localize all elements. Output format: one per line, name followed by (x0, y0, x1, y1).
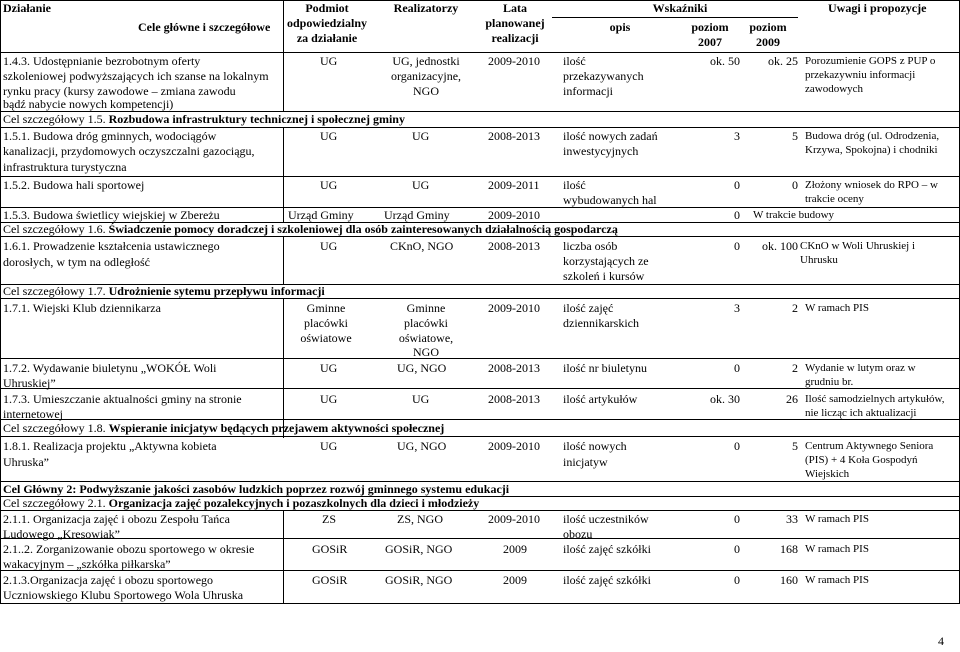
row-151-dzialanie: kanalizacji, przydomowych oczyszczalni gazociągu, (3, 144, 255, 158)
row-151-uwagi: Budowa dróg (ul. Odrodzenia, (805, 130, 940, 142)
row-211-podmiot: ZS (322, 512, 337, 526)
row-143-opis: przekazywanych (563, 69, 644, 83)
row-152-poziom-2009: 0 (792, 178, 798, 192)
header-opis: opis (609, 20, 631, 34)
row-152-opis: wybudowanych hal (563, 193, 657, 207)
row-143-dzialanie: 1.4.3. Udostępnianie bezrobotnym oferty (3, 54, 201, 68)
row-212-dzialanie: wakacyjnym – „szkółka piłkarska” (3, 557, 171, 571)
row-152-lata: 2009-2011 (488, 178, 540, 192)
header-podmiot: Podmiot (305, 1, 349, 15)
row-161-uwagi: Uhrusku (800, 254, 838, 266)
row-161-lata: 2008-2013 (488, 239, 540, 253)
row-161-opis: szkoleń i kursów (563, 269, 645, 283)
goal-1-7-text: Udrożnienie sytemu przepływu informacji (108, 284, 325, 298)
goal-1-8-text: Wspieranie inicjatyw będących przejawem aktywności społecznej (108, 421, 445, 435)
goal-1-7-prefix: Cel szczegółowy 1.7. (3, 284, 106, 298)
row-divider (0, 358, 960, 359)
row-172-uwagi: grudniu br. (805, 376, 854, 388)
row-211-lata: 2009-2010 (488, 512, 540, 526)
row-151-realizatorzy: UG (412, 129, 430, 143)
header-poziom-2009: 2009 (756, 35, 780, 49)
row-211-dzialanie: 2.1.1. Organizacja zajęć i obozu Zespołu Tańca (3, 512, 230, 526)
row-171-realizatorzy: placówki (404, 316, 448, 330)
row-143-poziom-2009: ok. 25 (768, 54, 798, 68)
row-161-opis: liczba osób (563, 239, 618, 253)
row-171-realizatorzy: oświatowe, (398, 331, 454, 345)
row-181-opis: ilość nowych (563, 439, 627, 453)
row-181-uwagi: Centrum Aktywnego Seniora (805, 440, 934, 452)
row-173-poziom-2007: ok. 30 (710, 392, 740, 406)
row-171-opis: dziennikarskich (563, 316, 639, 330)
row-212-poziom-2007: 0 (734, 542, 740, 556)
row-211-realizatorzy: ZS, NGO (397, 512, 444, 526)
row-151-opis: inwestycyjnych (563, 144, 639, 158)
row-143-dzialanie: rynku pracy (kursy zawodowe – zmiana zawodu (3, 84, 236, 98)
header-lata: realizacji (491, 31, 539, 45)
row-143-dzialanie: szkoleniowej podwyższających ich szanse na lokalnym (3, 69, 269, 83)
row-172-dzialanie: 1.7.2. Wydawanie biuletynu „WOKÓŁ Woli (3, 361, 217, 375)
page-number: 4 (938, 634, 944, 648)
row-213-realizatorzy: GOSiR, NGO (385, 573, 453, 587)
row-171-opis: ilość zajęć (563, 301, 614, 315)
row-152-realizatorzy: UG (412, 178, 430, 192)
row-171-podmiot: Gminne (306, 301, 346, 315)
row-181-lata: 2009-2010 (488, 439, 540, 453)
row-143-uwagi: Porozumienie GOPS z PUP o (805, 55, 936, 67)
header-divider (0, 52, 960, 53)
row-211-opis: obozu (563, 527, 593, 541)
row-181-realizatorzy: UG, NGO (397, 439, 447, 453)
row-143-realizatorzy: UG, jednostki (392, 54, 460, 68)
row-181-poziom-2007: 0 (734, 439, 740, 453)
goal-1-5 (3, 112, 405, 127)
header-realizatorzy: Realizatorzy (393, 1, 459, 15)
row-161-opis: korzystających ze (563, 254, 649, 268)
row-143-lata: 2009-2010 (488, 54, 540, 68)
header-poziom-2007: poziom (691, 20, 729, 34)
col-border (283, 127, 284, 222)
row-172-podmiot: UG (320, 361, 338, 375)
row-171-podmiot: placówki (304, 316, 348, 330)
row-173-podmiot: UG (320, 392, 338, 406)
row-173-uwagi: nie licząc ich aktualizacji (805, 407, 917, 419)
row-212-lata: 2009 (503, 542, 527, 556)
row-161-poziom-2009: ok. 100 (762, 239, 798, 253)
row-143-realizatorzy: NGO (413, 84, 439, 98)
goal-2-1-prefix: Cel szczegółowy 2.1. (3, 496, 106, 510)
goal-1-6-text: Świadczenie pomocy doradczej i szkoleniowej dla osób zainteresowanych działalnością gospodarczą (108, 222, 618, 236)
row-151-poziom-2009: 5 (792, 129, 798, 143)
row-151-poziom-2007: 3 (734, 129, 740, 143)
row-181-uwagi: (PIS) + 4 Koła Gospodyń (805, 454, 918, 466)
row-173-dzialanie: internetowej (3, 407, 63, 421)
row-152-uwagi: Złożony wniosek do RPO – w (805, 179, 938, 191)
row-143-realizatorzy: organizacyjne, (390, 69, 462, 83)
row-211-opis: ilość uczestników (563, 512, 649, 526)
goal-1-7 (3, 284, 325, 299)
row-153-uwagi: W trakcie budowy (753, 209, 835, 221)
row-151-uwagi: Krzywa, Spokojna) i chodniki (805, 144, 938, 156)
row-151-lata: 2008-2013 (488, 129, 540, 143)
goal-1-5-prefix: Cel szczegółowy 1.5. (3, 112, 106, 126)
row-172-uwagi: Wydanie w lutym oraz w (805, 362, 916, 374)
row-173-dzialanie: 1.7.3. Umieszczanie aktualności gminy na stronie (3, 392, 242, 406)
row-172-poziom-2007: 0 (734, 361, 740, 375)
row-151-dzialanie: 1.5.1. Budowa dróg gminnych, wodociągów (3, 129, 217, 143)
row-172-opis: ilość nr biuletynu (563, 361, 647, 375)
row-171-dzialanie: 1.7.1. Wiejski Klub dziennikarza (3, 301, 161, 315)
row-212-opis: ilość zajęć szkółki (563, 542, 651, 556)
row-211-dzialanie: Ludowego „Kresowiak” (3, 527, 120, 541)
row-161-dzialanie: dorosłych, w tym na odległość (3, 255, 150, 269)
row-213-poziom-2009: 160 (780, 573, 798, 587)
row-divider (0, 176, 960, 177)
row-213-lata: 2009 (503, 573, 527, 587)
row-171-lata: 2009-2010 (488, 301, 540, 315)
header-dzialanie: Działanie (3, 1, 51, 15)
header-poziom-2009: poziom (749, 20, 787, 34)
header-divider-wskazniki (552, 17, 798, 18)
row-211-poziom-2007: 0 (734, 512, 740, 526)
row-153-dzialanie: 1.5.3. Budowa świetlicy wiejskiej w Zbereżu (3, 208, 220, 222)
row-143-dzialanie: bądź nabycie nowych kompetencji) (3, 97, 174, 111)
row-143-uwagi: przekazywniu informacji (805, 69, 916, 81)
row-171-realizatorzy: NGO (413, 345, 439, 359)
row-213-poziom-2007: 0 (734, 573, 740, 587)
row-161-uwagi: CKnO w Woli Uhruskiej i (800, 240, 916, 252)
goal-1-8-prefix: Cel szczegółowy 1.8. (3, 421, 106, 435)
row-divider (0, 538, 960, 539)
goal-1-6-prefix: Cel szczegółowy 1.6. (3, 222, 106, 236)
row-151-opis: ilość nowych zadań (563, 129, 658, 143)
row-153-poziom-2009: 0 (734, 208, 740, 222)
row-213-dzialanie: 2.1.3.Organizacja zajęć i obozu sportowego (3, 573, 214, 587)
row-173-lata: 2008-2013 (488, 392, 540, 406)
row-181-dzialanie: 1.8.1. Realizacja projektu „Aktywna kobieta (3, 439, 217, 453)
row-143-uwagi: zawodowych (805, 83, 864, 95)
row-172-realizatorzy: UG, NGO (397, 361, 447, 375)
row-153-lata: 2009-2010 (488, 208, 540, 222)
goal-1-5-text: Rozbudowa infrastruktury technicznej i społecznej gminy (108, 112, 405, 126)
row-173-opis: ilość artykułów (563, 392, 638, 406)
row-153-podmiot: Urząd Gminy (288, 208, 354, 222)
row-152-uwagi: trakcie oceny (805, 193, 864, 205)
row-152-poziom-2007: 0 (734, 178, 740, 192)
row-152-podmiot: UG (320, 178, 338, 192)
row-212-uwagi: W ramach PIS (805, 543, 869, 555)
row-143-opis: informacji (563, 84, 613, 98)
goal-1-8 (3, 421, 444, 436)
row-161-dzialanie: 1.6.1. Prowadzenie kształcenia ustawicznego (3, 239, 220, 253)
row-173-realizatorzy: UG (412, 392, 430, 406)
col-border (283, 510, 284, 603)
row-171-poziom-2009: 2 (792, 301, 798, 315)
header-lata: planowanej (485, 16, 545, 30)
row-171-realizatorzy: Gminne (406, 301, 446, 315)
row-173-poziom-2009: 26 (786, 392, 798, 406)
main-goal-2: Cel Główny 2: Podwyższanie jakości zasobów ludzkich poprzez rozwój gminnego systemu edukacji (3, 482, 510, 496)
row-213-uwagi: W ramach PIS (805, 574, 869, 586)
row-212-podmiot: GOSiR (312, 542, 348, 556)
row-divider (0, 127, 960, 128)
row-152-opis: ilość (563, 178, 586, 192)
header-wskazniki: Wskaźniki (652, 1, 708, 15)
row-161-realizatorzy: CKnO, NGO (390, 239, 454, 253)
row-161-podmiot: UG (320, 239, 338, 253)
row-181-dzialanie: Uhruska” (3, 455, 49, 469)
row-213-podmiot: GOSiR (312, 573, 348, 587)
row-173-uwagi: Ilość samodzielnych artykułów, (805, 393, 945, 405)
row-172-lata: 2008-2013 (488, 361, 540, 375)
row-172-poziom-2009: 2 (792, 361, 798, 375)
goal-1-6 (3, 222, 618, 237)
row-212-poziom-2009: 168 (780, 542, 798, 556)
row-181-podmiot: UG (320, 439, 338, 453)
row-143-opis: ilość (563, 54, 586, 68)
goal-2-1 (3, 496, 479, 511)
row-143-podmiot: UG (320, 54, 338, 68)
header-poziom-2007: 2007 (698, 35, 722, 49)
row-151-podmiot: UG (320, 129, 338, 143)
row-172-dzialanie: Uhruskiej” (3, 376, 56, 390)
row-181-poziom-2009: 5 (792, 439, 798, 453)
header-podmiot: za działanie (296, 31, 358, 45)
row-213-opis: ilość zajęć szkółki (563, 573, 651, 587)
row-181-uwagi: Wiejskich (805, 468, 850, 480)
table-border-bottom (0, 603, 960, 604)
row-143-poziom-2007: ok. 50 (710, 54, 740, 68)
header-lata: Lata (503, 1, 527, 15)
row-151-dzialanie: infrastruktura turystyczna (3, 160, 127, 174)
row-213-dzialanie: Uczniowskiego Klubu Sportowego Wola Uhruska (3, 588, 244, 602)
header-cele: Cele główne i szczegółowe (138, 20, 271, 34)
row-153-realizatorzy: Urząd Gminy (384, 208, 450, 222)
row-171-podmiot: oświatowe (300, 331, 352, 345)
row-212-realizatorzy: GOSiR, NGO (385, 542, 453, 556)
header-uwagi: Uwagi i propozycje (828, 1, 927, 15)
goal-2-1-text: Organizacja zajęć pozalekcyjnych i pozaszkolnych dla dzieci i młodzieży (108, 496, 480, 510)
row-divider (0, 436, 960, 437)
row-171-poziom-2007: 3 (734, 301, 740, 315)
row-181-opis: inicjatyw (563, 455, 608, 469)
row-171-uwagi: W ramach PIS (805, 302, 869, 314)
row-161-poziom-2007: 0 (734, 239, 740, 253)
row-211-poziom-2009: 33 (786, 512, 798, 526)
row-152-dzialanie: 1.5.2. Budowa hali sportowej (3, 178, 145, 192)
header-podmiot: odpowiedzialny (286, 16, 367, 30)
row-211-uwagi: W ramach PIS (805, 513, 869, 525)
col-border-left (0, 0, 1, 603)
col-border (283, 236, 284, 284)
row-212-dzialanie: 2.1..2. Zorganizowanie obozu sportowego w okresie (3, 542, 255, 556)
